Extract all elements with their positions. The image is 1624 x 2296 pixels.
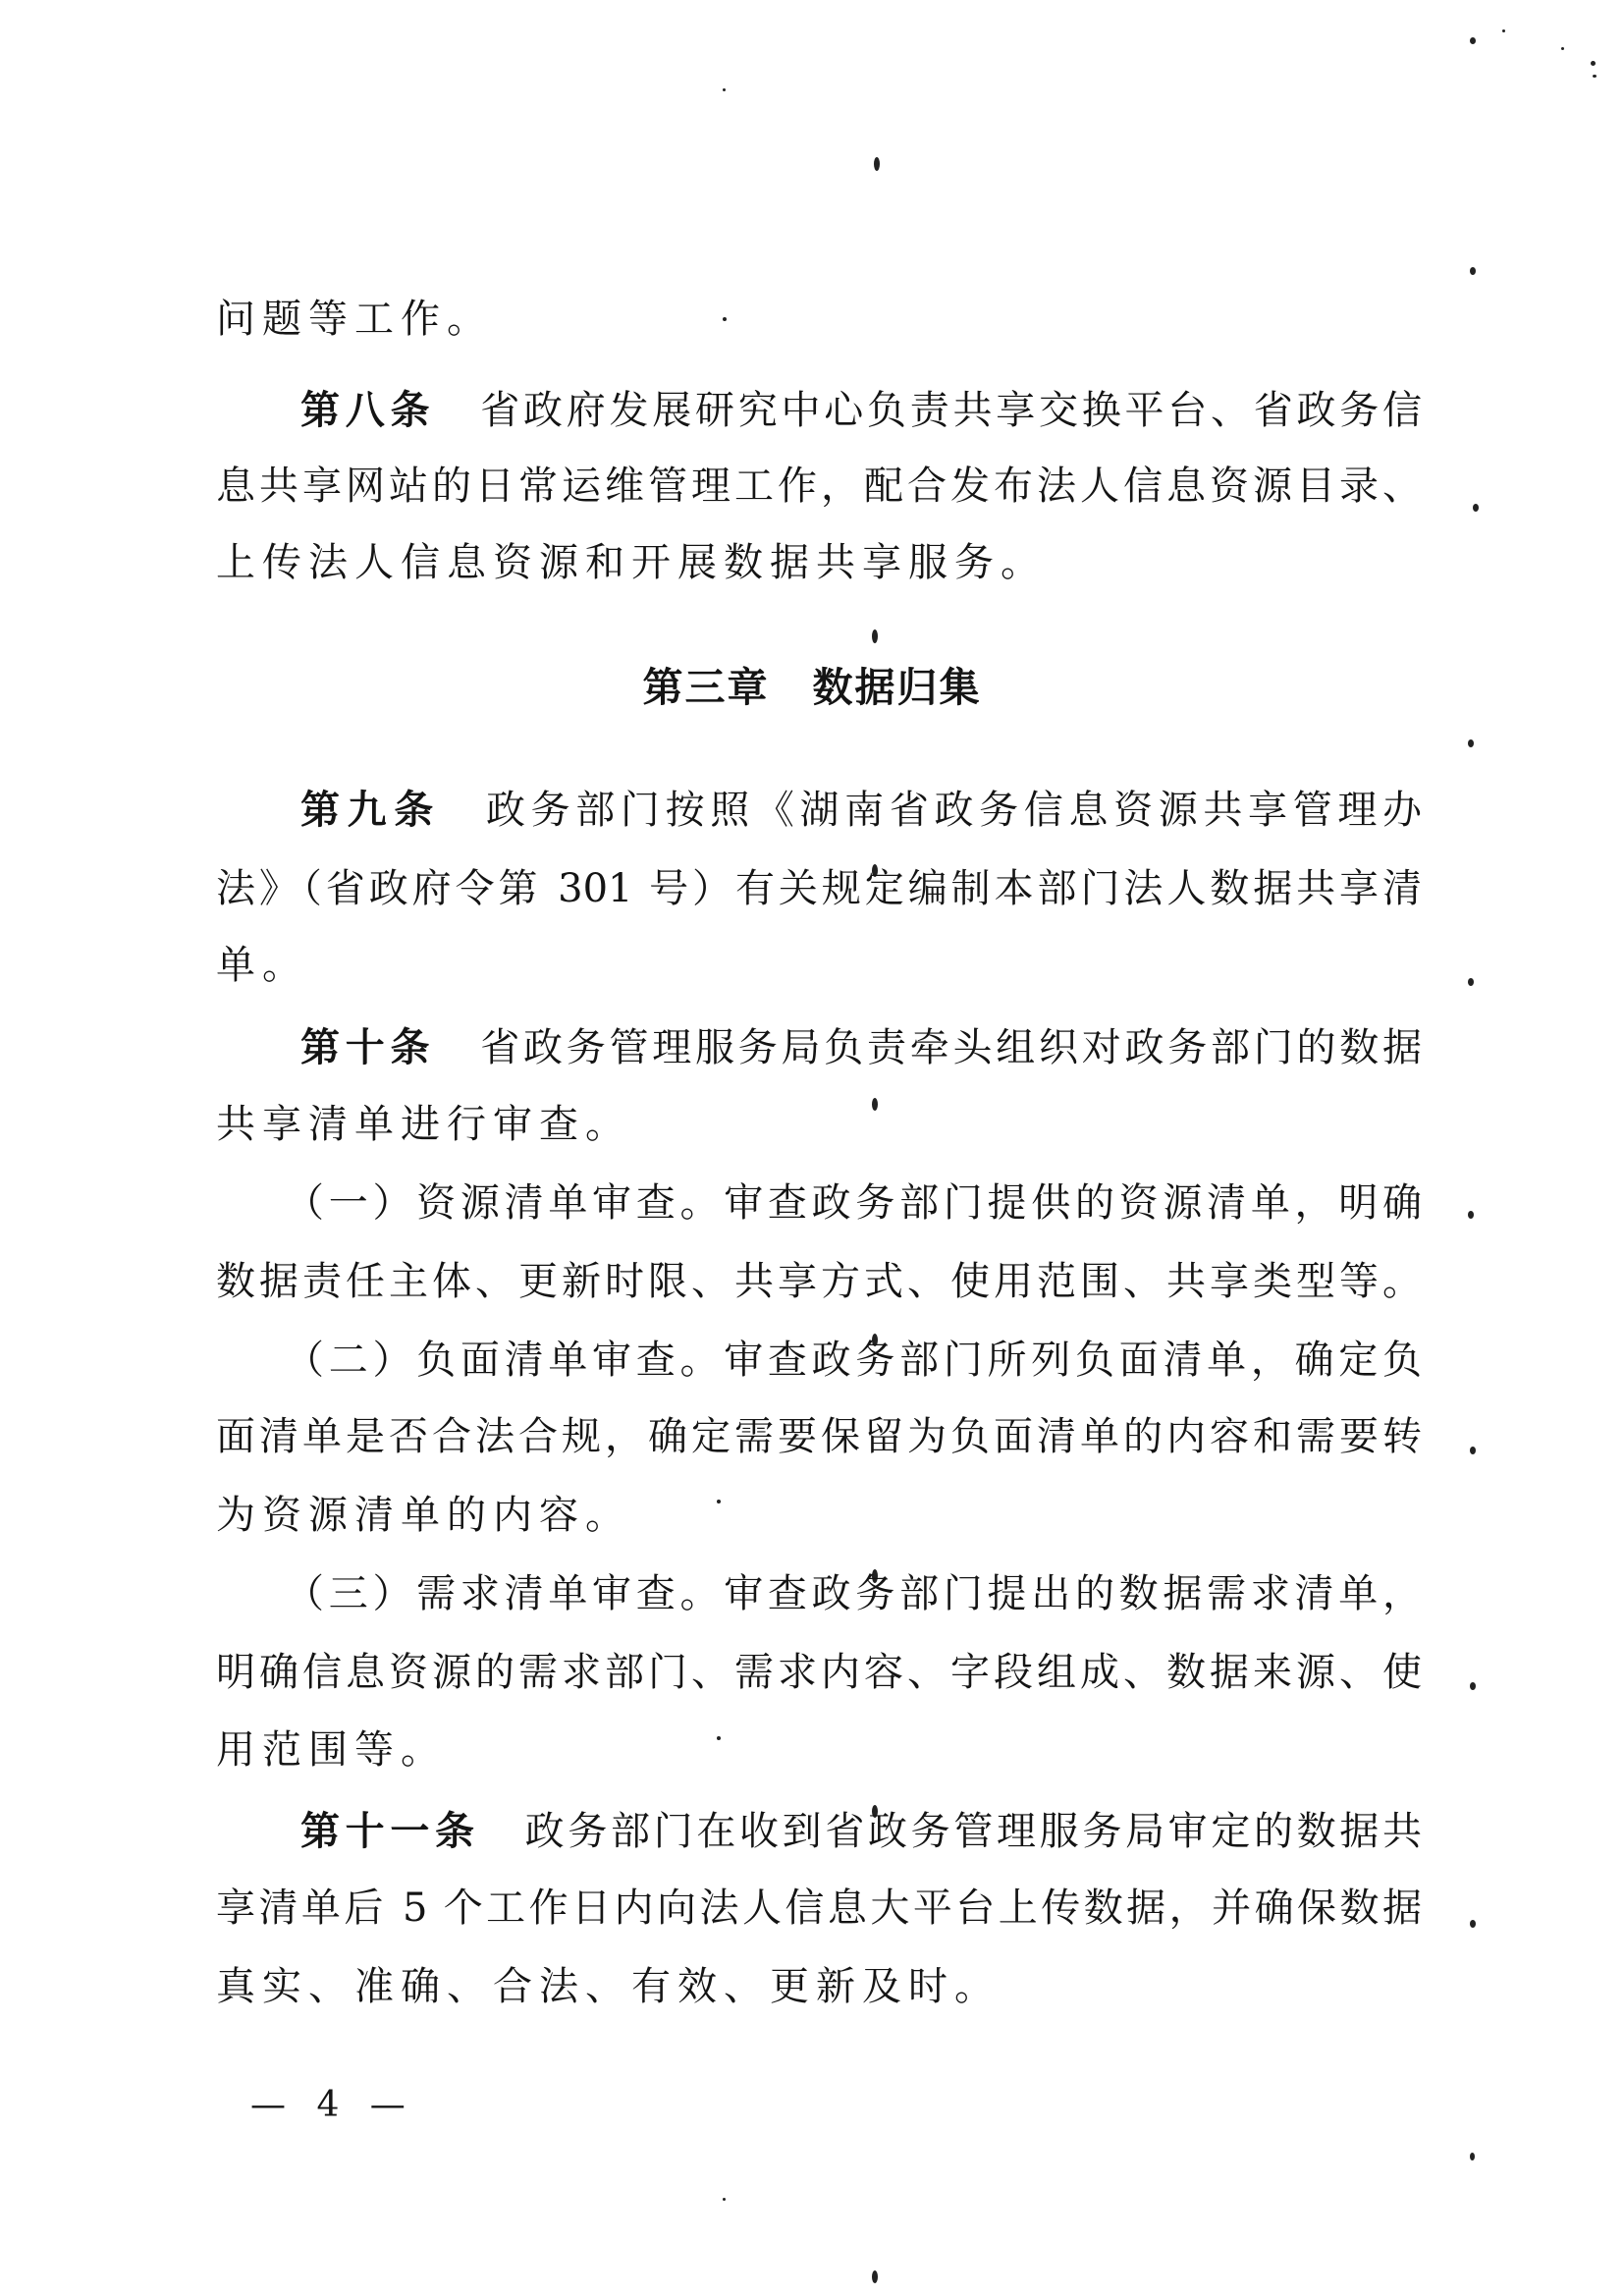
text-line: 真实、准确、合法、有效、更新及时。 xyxy=(216,1964,1001,2009)
article-first-line xyxy=(300,786,1422,835)
article-text: 省政府发展研究中心负责共享交换平台、省政务信 xyxy=(480,388,1422,433)
text-line: 明确信息资源的需求部门、需求内容、字段组成、数据来源、使 xyxy=(216,1650,1422,1695)
scan-speck xyxy=(874,157,880,171)
article-first-line xyxy=(300,1023,1422,1072)
scan-speck xyxy=(1470,1920,1476,1928)
scan-speck xyxy=(1468,978,1474,986)
text-line: 息共享网站的日常运维管理工作，配合发布法人信息资源目录、 xyxy=(216,464,1422,509)
article-label: 第十条 xyxy=(300,1025,436,1070)
chapter-title xyxy=(0,662,1624,713)
article-label: 第十一条 xyxy=(300,1809,480,1854)
text-line: 单。 xyxy=(216,943,308,988)
scan-speck xyxy=(1470,2153,1475,2160)
chapter-name: 数据归集 xyxy=(812,664,982,711)
article-text: 省政务管理服务局负责牵头组织对政务部门的数据 xyxy=(480,1025,1422,1070)
text-line: （一）资源清单审查。审查政务部门提供的资源清单，明确 xyxy=(285,1180,1422,1226)
article-label: 第九条 xyxy=(300,788,441,833)
scan-speck xyxy=(723,88,726,91)
text-line: 面清单是否合法合规，确定需要保留为负面清单的内容和需要转 xyxy=(216,1414,1422,1459)
text-line: 上传法人信息资源和开展数据共享服务。 xyxy=(216,540,1047,585)
scan-speck xyxy=(723,2198,726,2201)
text-line: 数据责任主体、更新时限、共享方式、使用范围、共享类型等。 xyxy=(216,1259,1422,1304)
scan-speck xyxy=(1470,1447,1476,1454)
scan-speck xyxy=(1468,739,1474,747)
text-line: 问题等工作。 xyxy=(216,297,493,342)
scan-speck xyxy=(1561,47,1564,50)
scan-speck xyxy=(1591,61,1596,66)
article-first-line xyxy=(300,1807,1422,1856)
scan-speck xyxy=(1593,75,1597,78)
article-label: 第八条 xyxy=(300,388,436,433)
article-text: 政务部门在收到省政务管理服务局审定的数据共 xyxy=(524,1809,1422,1854)
text-line: 法》（省政府令第 301 号）有关规定编制本部门法人数据共享清 xyxy=(216,866,1422,911)
text-line: 为资源清单的内容。 xyxy=(216,1493,631,1538)
page-number: — 4 — xyxy=(250,2085,415,2125)
text-line: 用范围等。 xyxy=(216,1727,447,1773)
text-line: （三）需求清单审查。审查政务部门提出的数据需求清单， xyxy=(285,1571,1422,1616)
text-line: 享清单后 5 个工作日内向法人信息大平台上传数据，并确保数据 xyxy=(216,1886,1422,1931)
article-first-line xyxy=(300,386,1422,435)
scan-speck xyxy=(1473,504,1479,512)
scan-speck xyxy=(1470,267,1476,275)
scan-speck xyxy=(872,2270,878,2283)
text-line: 共享清单进行审查。 xyxy=(216,1102,631,1147)
scan-speck xyxy=(1468,1211,1474,1219)
scan-speck xyxy=(1502,29,1505,32)
chapter-number: 第三章 xyxy=(642,664,770,711)
scan-speck xyxy=(872,629,878,643)
text-line: （二）负面清单审查。审查政务部门所列负面清单，确定负 xyxy=(285,1338,1422,1383)
scan-speck xyxy=(1470,37,1476,44)
article-text: 政务部门按照《湖南省政务信息资源共享管理办 xyxy=(485,788,1422,833)
scan-speck xyxy=(1470,1682,1476,1690)
